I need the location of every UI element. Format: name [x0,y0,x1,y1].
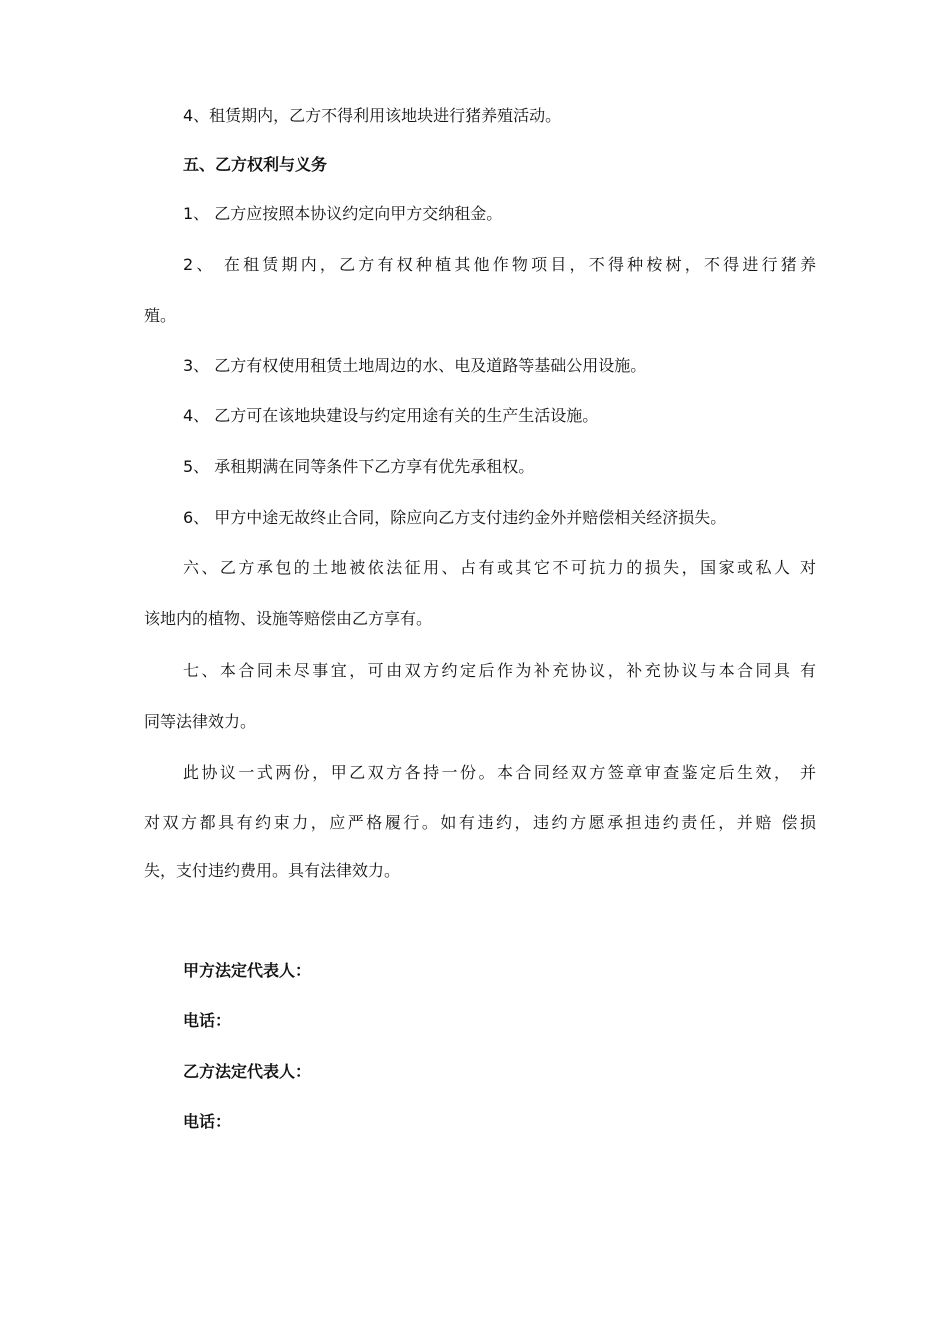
clause-5-2-line-2: 殖。 [144,306,177,325]
clause-5-3-line: 3、 乙方有权使用租赁土地周边的水、电及道路等基础公用设施。 [183,356,647,375]
clause-5-4-line: 4、 乙方可在该地块建设与约定用途有关的生产生活设施。 [183,406,599,425]
party-a-phone-label: 电话： [183,1011,232,1030]
clause-5-2-line-1: 2、 在租赁期内，乙方有权种植其他作物项目，不得种桉树，不得进行猪养 [183,255,816,274]
party-a-representative-label: 甲方法定代表人： [183,961,312,980]
party-b-representative-label: 乙方法定代表人： [183,1062,312,1081]
section-6-line-2: 该地内的植物、设施等赔偿由乙方享有。 [144,609,433,628]
closing-line-3: 失，支付违约费用。具有法律效力。 [144,861,401,880]
section-7-line-1: 七、本合同未尽事宜，可由双方约定后作为补充协议，补充协议与本合同具 有 [183,661,816,680]
section-5-heading: 五、乙方权利与义务 [183,155,328,174]
clause-5-6-line: 6、 甲方中途无故终止合同，除应向乙方支付违约金外并赔偿相关经济损失。 [183,508,727,527]
clause-5-1-line: 1、 乙方应按照本协议约定向甲方交纳租金。 [183,204,503,223]
clause-5-5-line: 5、 承租期满在同等条件下乙方享有优先承租权。 [183,457,535,476]
section-6-line-1: 六、乙方承包的土地被依法征用、占有或其它不可抗力的损失，国家或私人 对 [183,558,816,577]
closing-line-1: 此协议一式两份，甲乙双方各持一份。本合同经双方签章审查鉴定后生效， 并 [183,763,816,782]
section-7-line-2: 同等法律效力。 [144,712,257,731]
closing-line-2: 对双方都具有约束力，应严格履行。如有违约，违约方愿承担违约责任，并赔 偿损 [144,813,816,832]
clause-4-line: 4、租赁期内，乙方不得利用该地块进行猪养殖活动。 [183,106,562,125]
party-b-phone-label: 电话： [183,1112,232,1131]
